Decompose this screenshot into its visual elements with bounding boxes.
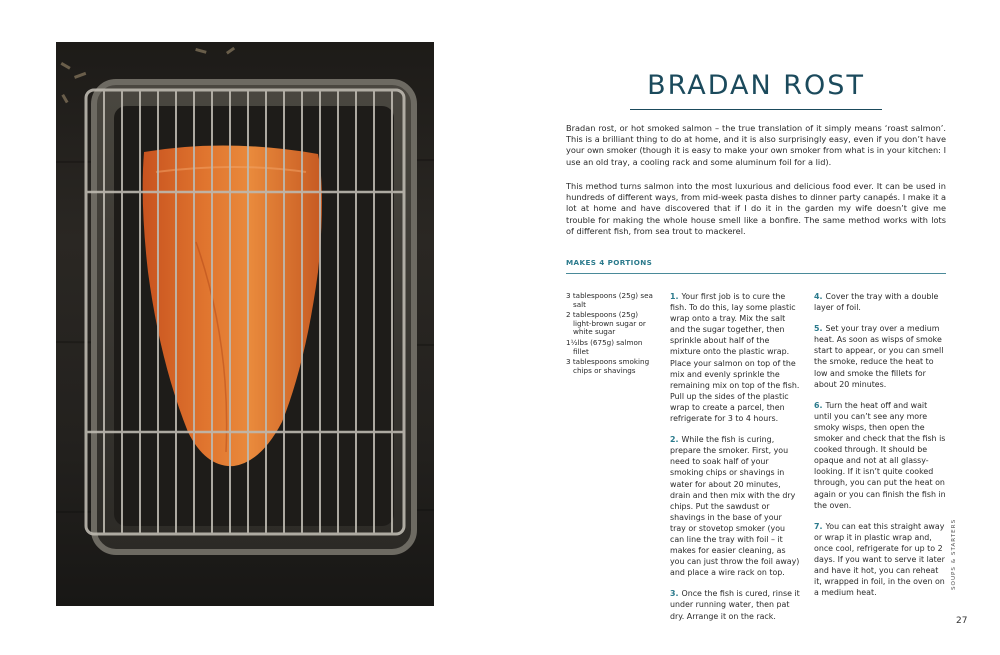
method-step — [814, 291, 946, 313]
ingredient-item: 3 tablespoons smoking chips or shavings — [566, 357, 650, 375]
step-text: Your first job is to cure the fish. To do this, lay some plastic wrap onto a tray. Mix the salt and the sugar together, then sprinkle about half of the mixture onto the plastic wrap. Place your salmon on top of the mix and evenly sprinkle the remaining mix on top of the fish. Pull up the sides of the plastic wrap to create a parcel, then refrigerate for 3 to 4 hours. — [670, 292, 800, 424]
step-number: 7. — [814, 521, 823, 531]
ingredient-item: 1½lbs (675g) salmon fillet — [566, 337, 643, 356]
method-step — [670, 291, 800, 424]
step-text: Set your tray over a medium heat. As soon as wisps of smoke start to appear, or you can smell the smoke, reduce the heat to low and smoke the fillets for about 20 minutes. — [814, 324, 944, 389]
step-number: 4. — [814, 292, 823, 301]
step-number: 2. — [670, 435, 679, 445]
method-column-1 — [670, 291, 800, 632]
step-number: 5. — [814, 324, 823, 334]
portions-divider — [566, 273, 946, 274]
title-divider — [630, 109, 882, 110]
intro-paragraph-2: This method turns salmon into the most luxurious and delicious food ever. It can be used in hundreds of different ways, from mid-week pasta dishes to dinner party canapés. I make it a lot at home and have discovered that if I do it in the garden my wife doesn’t give me trouble for making the whole house smell like a bonfire. The same method works with lots of different fish, from sea trout to mackerel. — [566, 181, 946, 236]
salmon-photo-illustration — [56, 42, 434, 606]
intro-paragraph-1: Bradan rost, or hot smoked salmon – the true translation of it simply means ‘roast salmon’. This is a brilliant thing to do at home, and it is also surprisingly easy, even if you don’t have your own smoker (though it is easy to make your own smoker from what is in your kitchen: I use an old tray, a cooling rack and some aluminum foil for a lid). — [566, 123, 946, 167]
recipe-title: BRADAN ROST — [647, 70, 865, 101]
ingredients-list — [566, 292, 658, 377]
step-text: Once the fish is cured, rinse it under running water, then pat dry. Arrange it on the rack. — [670, 589, 800, 621]
running-head: SOUPS & STARTERS — [951, 518, 957, 590]
step-text: While the fish is curing, prepare the smoker. First, you need to soak half of your smoking chips or shavings in water for about 20 minutes, drain and then mix with the dry chips. Put the sawdust or shavings in the base of your tray or stovetop smoker (you can line the tray with foil – it makes for easier cleaning, as you can just throw the foil away) and place a wire rack on top. — [670, 435, 800, 578]
method-column-2 — [814, 291, 946, 608]
step-text: Turn the heat off and wait until you can’t see any more smoky wisps, then open the smoker and check that the fish is cooked through. It should be opaque and not at all glassy-looking. If it isn’t quite cooked through, you can put the heat on again or you can finish the fish in the oven. — [814, 400, 946, 510]
method-step — [670, 588, 800, 621]
step-number: 6. — [814, 400, 823, 410]
step-number: 3. — [670, 589, 679, 599]
ingredient-item: 3 tablespoons (25g) sea salt — [566, 291, 653, 309]
step-text: Cover the tray with a double layer of foil. — [814, 292, 939, 313]
portions-label: MAKES 4 PORTIONS — [566, 258, 653, 267]
salmon-photo — [56, 42, 434, 606]
method-step — [814, 323, 946, 390]
page-number: 27 — [956, 616, 968, 626]
method-step — [670, 434, 800, 578]
step-text: You can eat this straight away or wrap it in plastic wrap and, once cool, refrigerate for up to 2 days. If you want to serve it later and have it hot, you can reheat it, wrapped in foil, in the oven on a medium heat. — [814, 521, 945, 598]
method-step — [814, 400, 946, 511]
method-step — [814, 521, 946, 599]
ingredient-item: 2 tablespoons (25g) light-brown sugar or white sugar — [566, 310, 646, 337]
step-number: 1. — [670, 292, 679, 301]
